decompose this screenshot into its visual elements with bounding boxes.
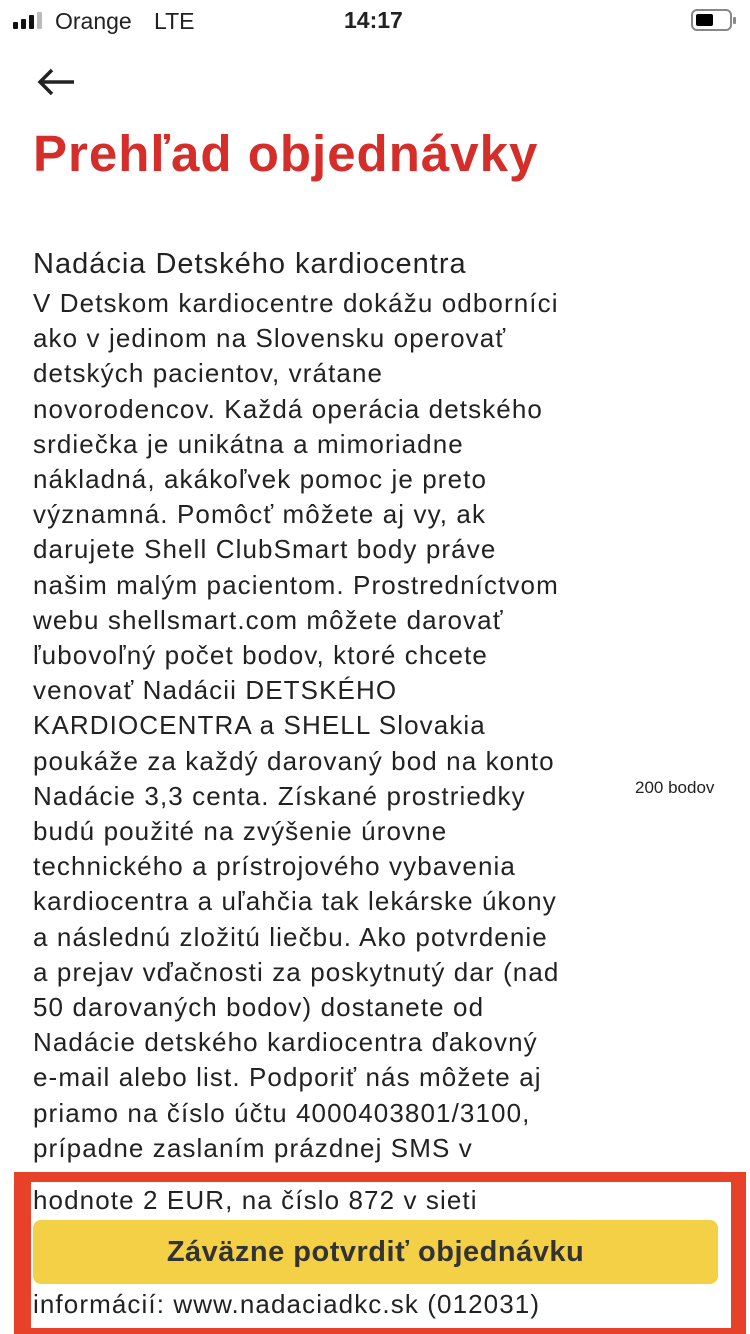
item-description: [33, 286, 559, 1166]
description-line: Nadácie detského kardiocentra ďakovný: [33, 1027, 538, 1058]
description-line: 50 darovaných bodov) dostanete od: [33, 992, 485, 1023]
description-line: našim malým pacientom. Prostredníctvom: [33, 569, 559, 600]
description-line: významná. Pomôcť môžete aj vy, ak: [33, 499, 487, 530]
footer-highlight: [14, 1172, 746, 1334]
battery-icon: [691, 9, 732, 31]
description-line: venovať Nadácii DETSKÉHO: [33, 675, 398, 706]
description-line: novorodencov. Každá operácia detského: [33, 393, 543, 424]
arrow-left-icon: [36, 64, 76, 100]
description-line: nákladná, akákoľvek pomoc je preto: [33, 464, 488, 495]
description-line: e-mail alebo list. Podporiť nás môžete aj: [33, 1062, 542, 1093]
network-type: LTE: [154, 8, 195, 34]
clock: 14:17: [344, 7, 403, 33]
page-title: Prehľad objednávky: [33, 125, 539, 182]
description-line: a následnú zložitú liečbu. Ako potvrdenie: [33, 921, 548, 952]
description-line: budú použité na zvýšenie úrovne: [33, 816, 448, 847]
description-line: ako v jedinom na Slovensku operovať: [33, 323, 507, 354]
description-line: kardiocentra a uľahčia tak lekárske úkony: [33, 886, 557, 917]
description-line: priamo na číslo účtu 4000403801/3100,: [33, 1097, 531, 1128]
description-line: prípadne zaslaním prázdnej SMS v: [33, 1132, 473, 1163]
description-line: a prejav vďačnosti za poskytnutý dar (nad: [33, 956, 560, 987]
footer-panel: [31, 1182, 731, 1328]
description-line: technického a prístrojového vybavenia: [33, 851, 516, 882]
signal-icon: [13, 12, 42, 29]
status-bar: [0, 0, 750, 40]
back-button[interactable]: [36, 64, 76, 100]
item-name: Nadácia Detského kardiocentra: [33, 248, 467, 280]
description-line: srdiečka je unikátna a mimoriadne: [33, 428, 464, 459]
item-points: 200 bodov: [635, 778, 715, 797]
description-line: detských pacientov, vrátane: [33, 358, 384, 389]
description-line: V Detskom kardiocentre dokážu odborníci: [33, 288, 559, 318]
description-line: informácií: www.nadaciadkc.sk (012031): [33, 1289, 541, 1319]
description-line: poukáže za každý darovaný bod na konto: [33, 745, 555, 776]
description-line: webu shellsmart.com môžete darovať: [33, 604, 504, 635]
description-line: ľubovoľný počet bodov, ktoré chcete: [33, 640, 488, 671]
description-line: darujete Shell ClubSmart body práve: [33, 534, 497, 565]
confirm-order-button[interactable]: Záväzne potvrdiť objednávku: [33, 1220, 718, 1284]
description-line: Nadácie 3,3 centa. Získané prostriedky: [33, 780, 526, 811]
description-line: hodnote 2 EUR, na číslo 872 v sieti: [33, 1185, 478, 1215]
description-line: KARDIOCENTRA a SHELL Slovakia: [33, 710, 486, 741]
carrier-name: Orange: [55, 8, 132, 34]
